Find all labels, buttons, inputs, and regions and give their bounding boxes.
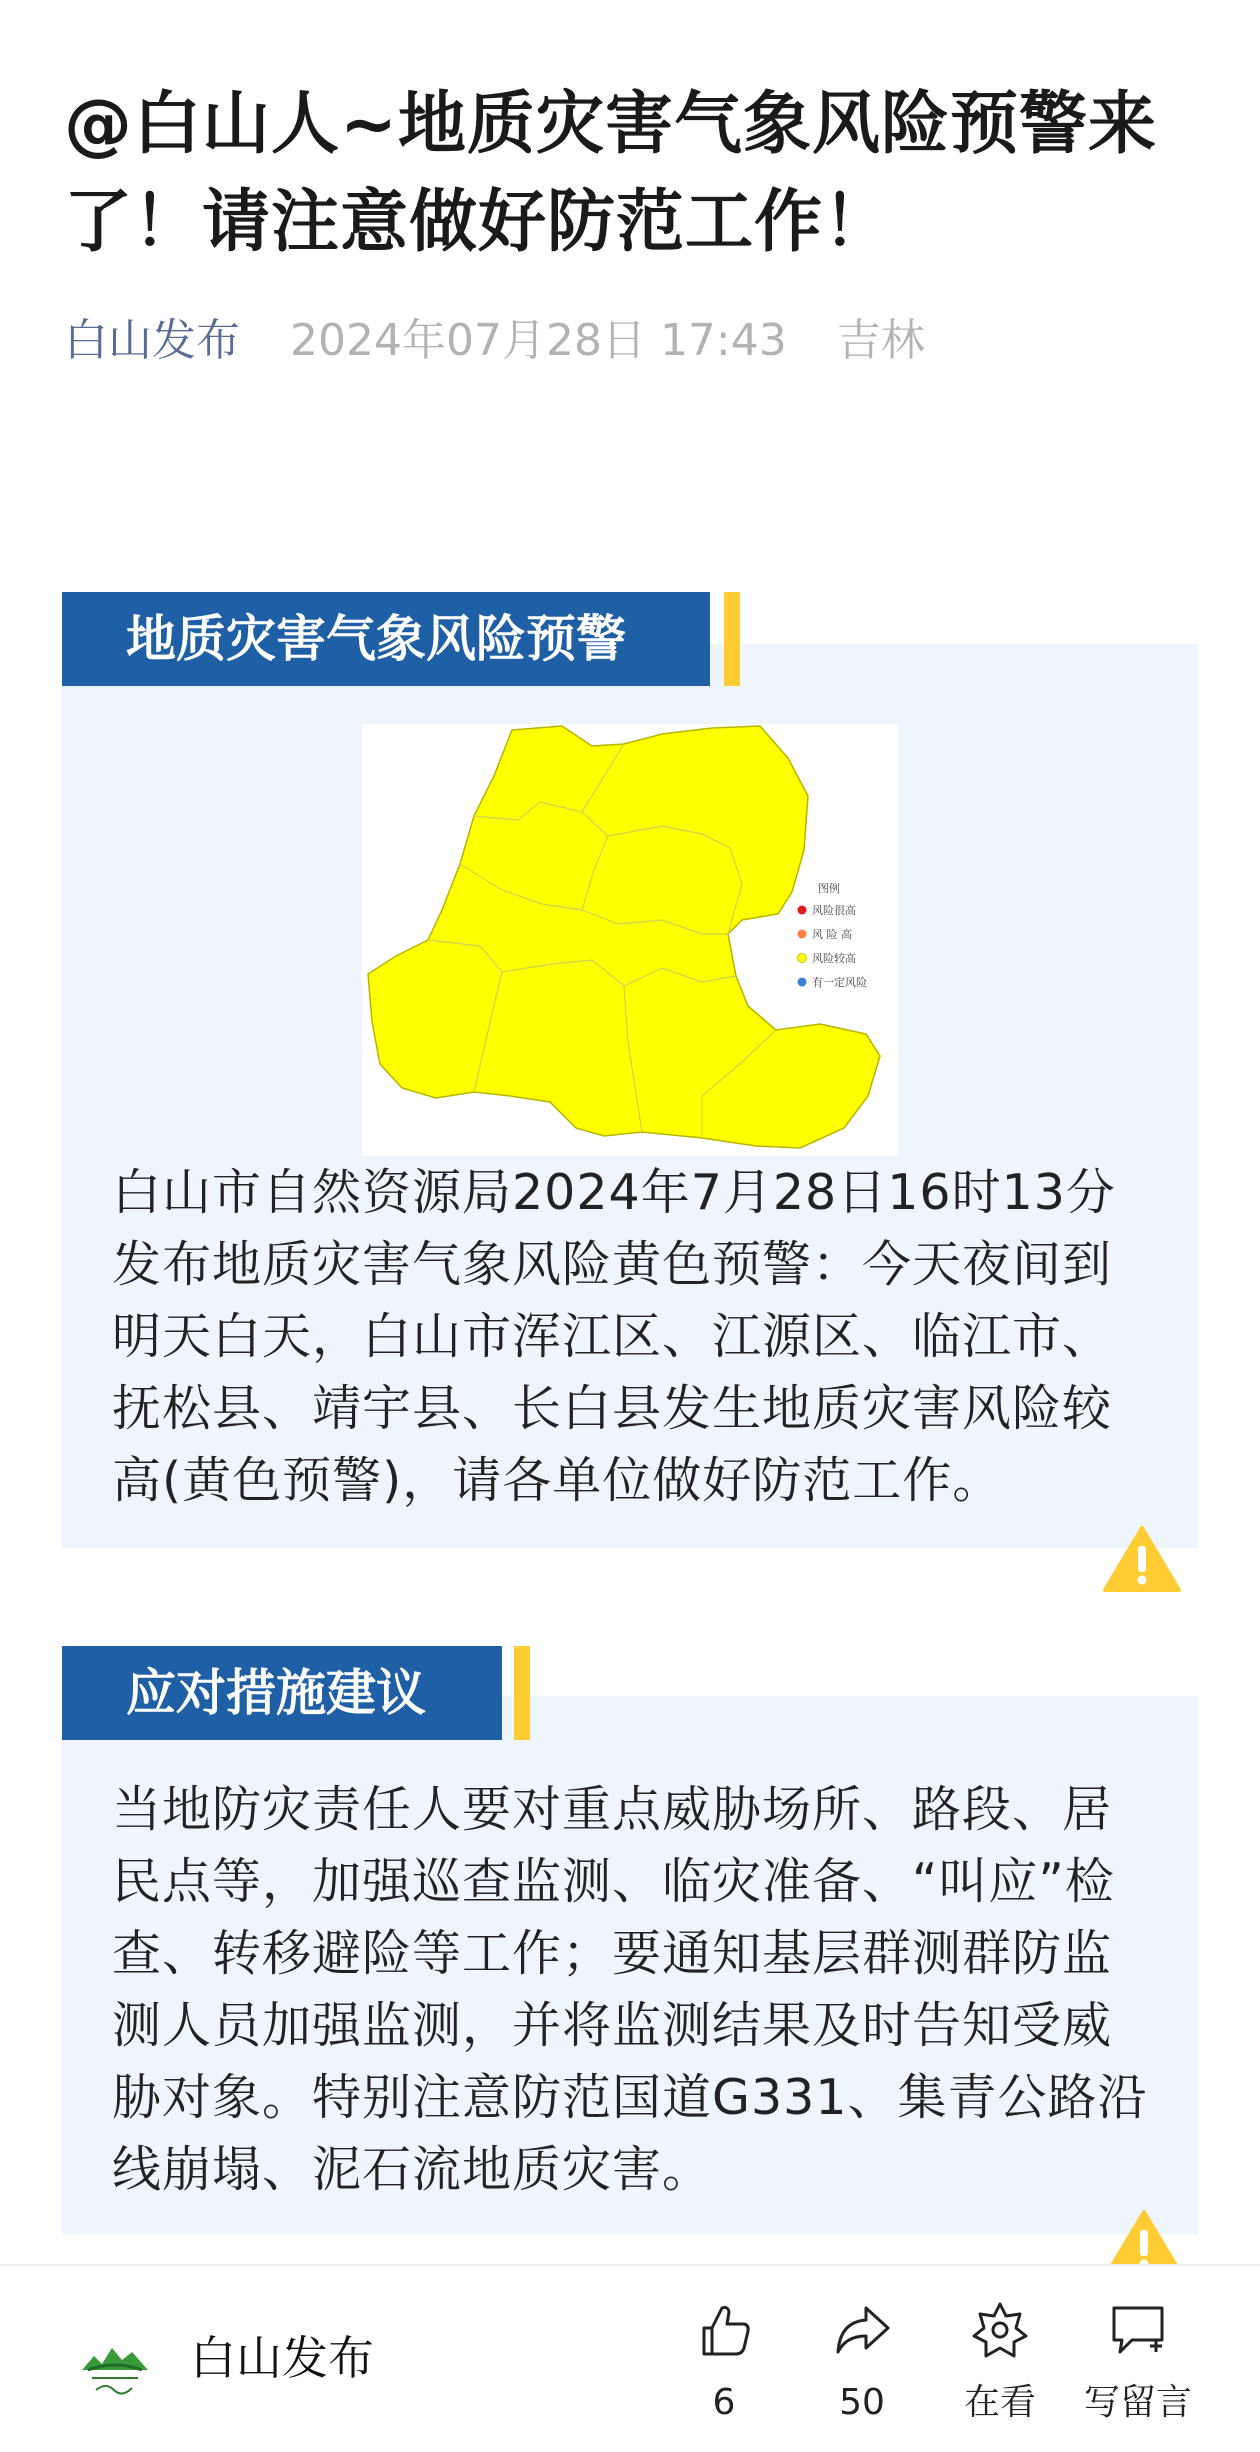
legend-title: 图例 — [818, 882, 840, 895]
share-icon — [830, 2298, 894, 2362]
comment-icon — [1106, 2298, 1170, 2362]
legend-item — [798, 927, 853, 941]
article-meta — [64, 312, 925, 370]
watch-label: 在看 — [963, 2382, 1036, 2423]
section-heading-advice: 应对措施建议 — [62, 1646, 502, 1740]
comment-label: 写留言 — [1083, 2382, 1192, 2423]
legend-marker — [798, 978, 807, 987]
warning-icon — [1102, 1524, 1182, 1594]
legend-marker — [798, 906, 807, 915]
like-count: 6 — [712, 2382, 736, 2423]
legend-label: 风险很高 — [812, 904, 856, 917]
legend-label: 风险较高 — [812, 952, 856, 965]
legend-item — [798, 903, 857, 917]
heading-accent-bar — [724, 592, 740, 686]
legend-label: 有一定风险 — [812, 976, 867, 989]
watch-icon — [968, 2298, 1032, 2362]
legend-label: 风 险 高 — [812, 928, 852, 941]
legend-marker — [798, 930, 807, 939]
publish-datetime: 2024年07月28日 17:43 — [290, 315, 787, 366]
share-button[interactable] — [792, 2298, 932, 2426]
section-heading-warning: 地质灾害气象风险预警 — [62, 592, 710, 686]
legend-item — [798, 951, 857, 965]
article-title: @白山人~地质灾害气象风险预警来了！请注意做好防范工作！ — [64, 85, 1157, 262]
share-count: 50 — [839, 2382, 885, 2423]
account-logo[interactable] — [78, 2330, 152, 2404]
like-icon — [692, 2298, 756, 2362]
legend-marker — [798, 954, 807, 963]
warning-text: 白山市自然资源局2024年7月28日16时13分发布地质灾害气象风险黄色预警：今天夜间到明天白天，白山市浑江区、江源区、临江市、抚松县、靖宇县、长白县发生地质灾害风险较高(黄色预警)，请各单位做好防范工作。 — [112, 1164, 1116, 1509]
risk-map — [362, 724, 898, 1156]
risk-map-image — [362, 724, 898, 1156]
author-link[interactable]: 白山发布 — [64, 315, 240, 366]
comment-button[interactable] — [1068, 2298, 1208, 2426]
legend-item — [798, 975, 868, 989]
like-button[interactable] — [654, 2298, 794, 2426]
bottom-action-bar — [0, 2264, 1260, 2452]
publish-location: 吉林 — [836, 315, 925, 366]
watch-button[interactable] — [930, 2298, 1070, 2426]
account-name[interactable]: 白山发布 — [190, 2331, 374, 2385]
heading-accent-bar — [514, 1646, 530, 1740]
advice-text: 当地防灾责任人要对重点威胁场所、路段、居民点等，加强巡查监测、临灾准备、“叫应”检查、转移避险等工作；要通知基层群测群防监测人员加强监测，并将监测结果及时告知受威胁对象。特别注意防范国道G331、集青公路沿线崩塌、泥石流地质灾害。 — [112, 1781, 1148, 2198]
